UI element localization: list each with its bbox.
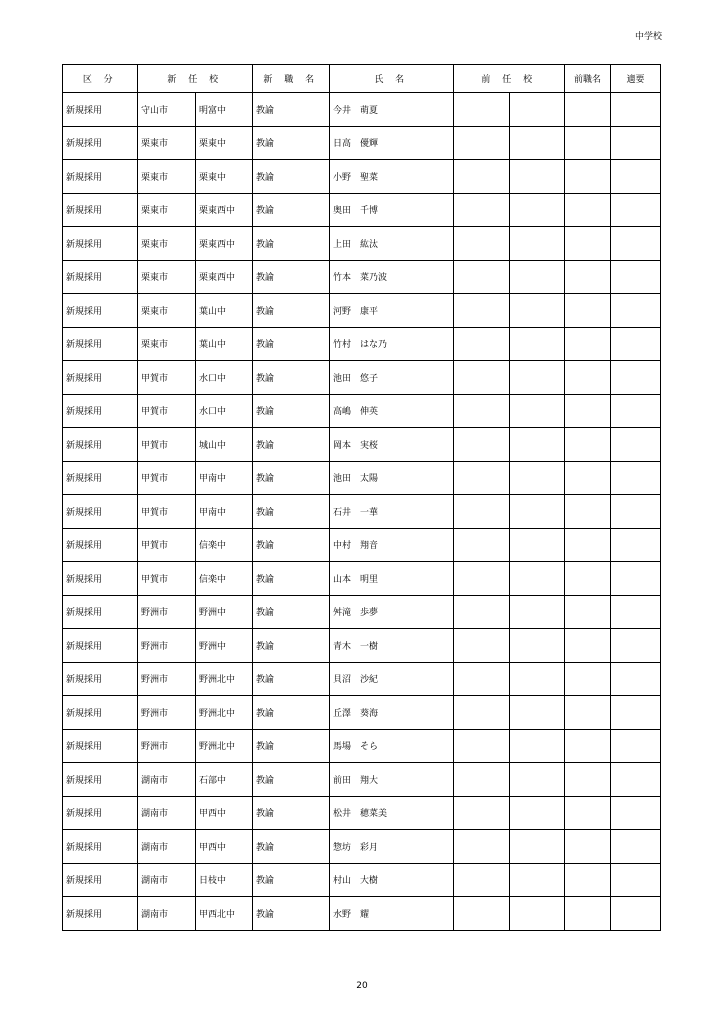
cell-new-city: 甲賀市	[138, 361, 196, 395]
cell-new-school: 甲西中	[196, 796, 253, 830]
table-row	[63, 294, 661, 328]
cell-prev-position	[565, 763, 611, 797]
cell-prev-position	[565, 662, 611, 696]
cell-new-position: 教諭	[253, 260, 330, 294]
table-row	[63, 394, 661, 428]
cell-new-city: 守山市	[138, 93, 196, 127]
cell-new-city: 甲賀市	[138, 461, 196, 495]
cell-name: 竹本 菜乃波	[330, 260, 454, 294]
cell-prev-position	[565, 93, 611, 127]
table-row	[63, 897, 661, 931]
header-new-school: 新 任 校	[138, 65, 253, 93]
cell-new-city: 甲賀市	[138, 394, 196, 428]
table-row	[63, 327, 661, 361]
cell-new-school: 野洲北中	[196, 729, 253, 763]
cell-new-school: 栗東中	[196, 160, 253, 194]
cell-kubun: 新規採用	[63, 227, 138, 261]
cell-new-school: 水口中	[196, 361, 253, 395]
cell-name: 上田 紘汰	[330, 227, 454, 261]
cell-prev-school	[510, 662, 565, 696]
cell-new-school: 野洲北中	[196, 696, 253, 730]
cell-prev-school	[510, 227, 565, 261]
cell-prev-city	[454, 327, 510, 361]
cell-kubun: 新規採用	[63, 495, 138, 529]
cell-new-position: 教諭	[253, 796, 330, 830]
cell-new-position: 教諭	[253, 696, 330, 730]
table-row	[63, 729, 661, 763]
cell-new-position: 教諭	[253, 763, 330, 797]
cell-new-city: 栗東市	[138, 294, 196, 328]
table-row	[63, 595, 661, 629]
cell-kubun: 新規採用	[63, 562, 138, 596]
cell-prev-position	[565, 327, 611, 361]
cell-new-city: 甲賀市	[138, 528, 196, 562]
table-row	[63, 528, 661, 562]
cell-new-school: 野洲中	[196, 629, 253, 663]
cell-notes	[611, 796, 661, 830]
cell-new-position: 教諭	[253, 863, 330, 897]
cell-name: 竹村 はな乃	[330, 327, 454, 361]
cell-prev-city	[454, 160, 510, 194]
cell-prev-school	[510, 763, 565, 797]
cell-new-position: 教諭	[253, 394, 330, 428]
cell-new-city: 湖南市	[138, 830, 196, 864]
cell-prev-school	[510, 394, 565, 428]
cell-prev-city	[454, 897, 510, 931]
cell-new-position: 教諭	[253, 629, 330, 663]
cell-name: 貝沼 沙紀	[330, 662, 454, 696]
cell-new-position: 教諭	[253, 327, 330, 361]
cell-prev-city	[454, 629, 510, 663]
cell-new-position: 教諭	[253, 662, 330, 696]
cell-new-school: 野洲北中	[196, 662, 253, 696]
cell-new-school: 甲西中	[196, 830, 253, 864]
cell-prev-position	[565, 461, 611, 495]
cell-kubun: 新規採用	[63, 863, 138, 897]
cell-prev-school	[510, 160, 565, 194]
cell-prev-city	[454, 595, 510, 629]
cell-prev-city	[454, 126, 510, 160]
cell-notes	[611, 595, 661, 629]
cell-new-city: 野洲市	[138, 595, 196, 629]
cell-kubun: 新規採用	[63, 294, 138, 328]
cell-name: 松井 穂菜美	[330, 796, 454, 830]
cell-kubun: 新規採用	[63, 260, 138, 294]
cell-new-position: 教諭	[253, 93, 330, 127]
cell-new-position: 教諭	[253, 126, 330, 160]
cell-notes	[611, 662, 661, 696]
cell-prev-school	[510, 294, 565, 328]
cell-name: 奥田 千博	[330, 193, 454, 227]
cell-new-position: 教諭	[253, 160, 330, 194]
cell-kubun: 新規採用	[63, 428, 138, 462]
cell-new-position: 教諭	[253, 729, 330, 763]
cell-new-position: 教諭	[253, 294, 330, 328]
cell-prev-city	[454, 796, 510, 830]
cell-new-city: 湖南市	[138, 796, 196, 830]
cell-kubun: 新規採用	[63, 528, 138, 562]
cell-new-position: 教諭	[253, 461, 330, 495]
cell-notes	[611, 394, 661, 428]
cell-notes	[611, 160, 661, 194]
page-number: 20	[356, 981, 368, 991]
cell-new-city: 湖南市	[138, 763, 196, 797]
cell-prev-school	[510, 863, 565, 897]
cell-kubun: 新規採用	[63, 763, 138, 797]
cell-prev-school	[510, 428, 565, 462]
cell-prev-school	[510, 729, 565, 763]
cell-prev-city	[454, 729, 510, 763]
cell-notes	[611, 562, 661, 596]
cell-new-city: 野洲市	[138, 729, 196, 763]
cell-notes	[611, 629, 661, 663]
cell-prev-position	[565, 796, 611, 830]
cell-new-school: 葉山中	[196, 294, 253, 328]
header-new-position: 新 職 名	[253, 65, 330, 93]
cell-notes	[611, 696, 661, 730]
cell-notes	[611, 495, 661, 529]
cell-kubun: 新規採用	[63, 662, 138, 696]
cell-new-school: 水口中	[196, 394, 253, 428]
cell-kubun: 新規採用	[63, 696, 138, 730]
cell-kubun: 新規採用	[63, 93, 138, 127]
cell-prev-school	[510, 126, 565, 160]
cell-name: 中村 翔音	[330, 528, 454, 562]
cell-prev-school	[510, 495, 565, 529]
table-row	[63, 662, 661, 696]
cell-prev-position	[565, 260, 611, 294]
header-notes: 適要	[611, 65, 661, 93]
cell-kubun: 新規採用	[63, 461, 138, 495]
cell-prev-city	[454, 227, 510, 261]
cell-new-city: 栗東市	[138, 260, 196, 294]
table-row	[63, 227, 661, 261]
cell-prev-position	[565, 495, 611, 529]
cell-prev-position	[565, 428, 611, 462]
cell-prev-city	[454, 696, 510, 730]
cell-notes	[611, 193, 661, 227]
cell-name: 河野 康平	[330, 294, 454, 328]
cell-new-school: 栗東中	[196, 126, 253, 160]
cell-notes	[611, 327, 661, 361]
table-row	[63, 428, 661, 462]
cell-new-position: 教諭	[253, 428, 330, 462]
cell-prev-city	[454, 495, 510, 529]
cell-new-school: 城山中	[196, 428, 253, 462]
cell-new-position: 教諭	[253, 897, 330, 931]
cell-name: 山本 明里	[330, 562, 454, 596]
cell-prev-school	[510, 461, 565, 495]
table-row	[63, 260, 661, 294]
header-prev-school: 前 任 校	[454, 65, 565, 93]
cell-new-school: 信楽中	[196, 528, 253, 562]
cell-new-position: 教諭	[253, 528, 330, 562]
cell-name: 青木 一樹	[330, 629, 454, 663]
cell-new-school: 明富中	[196, 93, 253, 127]
cell-prev-position	[565, 227, 611, 261]
cell-prev-city	[454, 428, 510, 462]
cell-prev-school	[510, 629, 565, 663]
cell-new-school: 栗東西中	[196, 193, 253, 227]
table-body	[63, 93, 661, 931]
cell-notes	[611, 294, 661, 328]
cell-new-position: 教諭	[253, 227, 330, 261]
cell-prev-school	[510, 696, 565, 730]
cell-new-school: 石部中	[196, 763, 253, 797]
table-row	[63, 361, 661, 395]
table-row	[63, 93, 661, 127]
cell-notes	[611, 428, 661, 462]
cell-new-city: 湖南市	[138, 863, 196, 897]
cell-new-school: 甲西北中	[196, 897, 253, 931]
cell-notes	[611, 361, 661, 395]
cell-prev-school	[510, 830, 565, 864]
cell-new-city: 栗東市	[138, 193, 196, 227]
cell-new-city: 栗東市	[138, 126, 196, 160]
cell-name: 岡本 実桜	[330, 428, 454, 462]
cell-prev-position	[565, 696, 611, 730]
cell-prev-school	[510, 528, 565, 562]
personnel-table	[62, 64, 661, 931]
category-label: 中学校	[634, 32, 662, 42]
cell-new-position: 教諭	[253, 361, 330, 395]
cell-notes	[611, 763, 661, 797]
cell-prev-position	[565, 562, 611, 596]
cell-prev-school	[510, 796, 565, 830]
cell-new-city: 栗東市	[138, 160, 196, 194]
cell-prev-city	[454, 394, 510, 428]
cell-new-school: 信楽中	[196, 562, 253, 596]
cell-prev-school	[510, 93, 565, 127]
table-header-row	[63, 65, 661, 93]
cell-new-city: 野洲市	[138, 696, 196, 730]
cell-prev-city	[454, 361, 510, 395]
cell-prev-city	[454, 93, 510, 127]
cell-notes	[611, 830, 661, 864]
cell-prev-city	[454, 461, 510, 495]
cell-prev-city	[454, 763, 510, 797]
cell-prev-school	[510, 595, 565, 629]
cell-kubun: 新規採用	[63, 729, 138, 763]
cell-name: 今井 萌夏	[330, 93, 454, 127]
cell-new-position: 教諭	[253, 562, 330, 596]
cell-notes	[611, 260, 661, 294]
cell-name: 高嶋 伸英	[330, 394, 454, 428]
cell-name: 池田 太陽	[330, 461, 454, 495]
header-prev-position: 前職名	[565, 65, 611, 93]
cell-prev-city	[454, 528, 510, 562]
cell-notes	[611, 227, 661, 261]
cell-new-city: 甲賀市	[138, 495, 196, 529]
cell-prev-city	[454, 863, 510, 897]
table-row	[63, 696, 661, 730]
cell-prev-position	[565, 193, 611, 227]
cell-prev-school	[510, 327, 565, 361]
cell-prev-school	[510, 562, 565, 596]
table-row	[63, 126, 661, 160]
table-row	[63, 193, 661, 227]
cell-notes	[611, 863, 661, 897]
cell-prev-school	[510, 193, 565, 227]
cell-name: 日高 優輝	[330, 126, 454, 160]
cell-new-city: 甲賀市	[138, 428, 196, 462]
cell-kubun: 新規採用	[63, 126, 138, 160]
table-row	[63, 461, 661, 495]
cell-notes	[611, 897, 661, 931]
cell-notes	[611, 528, 661, 562]
cell-notes	[611, 729, 661, 763]
cell-prev-school	[510, 260, 565, 294]
cell-new-school: 甲南中	[196, 461, 253, 495]
cell-kubun: 新規採用	[63, 327, 138, 361]
cell-kubun: 新規採用	[63, 897, 138, 931]
cell-name: 馬場 そら	[330, 729, 454, 763]
cell-prev-position	[565, 897, 611, 931]
cell-new-school: 栗東西中	[196, 227, 253, 261]
cell-prev-city	[454, 662, 510, 696]
table-row	[63, 562, 661, 596]
table-row	[63, 495, 661, 529]
cell-new-school: 栗東西中	[196, 260, 253, 294]
cell-prev-school	[510, 361, 565, 395]
cell-new-city: 野洲市	[138, 629, 196, 663]
cell-new-position: 教諭	[253, 830, 330, 864]
cell-notes	[611, 126, 661, 160]
cell-new-position: 教諭	[253, 193, 330, 227]
header-name: 氏 名	[330, 65, 454, 93]
cell-kubun: 新規採用	[63, 193, 138, 227]
cell-prev-city	[454, 830, 510, 864]
cell-prev-position	[565, 595, 611, 629]
cell-new-city: 甲賀市	[138, 562, 196, 596]
cell-new-city: 栗東市	[138, 227, 196, 261]
cell-kubun: 新規採用	[63, 595, 138, 629]
cell-notes	[611, 461, 661, 495]
table-row	[63, 763, 661, 797]
table-row	[63, 629, 661, 663]
cell-kubun: 新規採用	[63, 394, 138, 428]
cell-prev-position	[565, 294, 611, 328]
cell-new-city: 野洲市	[138, 662, 196, 696]
table-row	[63, 830, 661, 864]
cell-name: 水野 耀	[330, 897, 454, 931]
header-kubun: 区 分	[63, 65, 138, 93]
table-row	[63, 796, 661, 830]
cell-prev-city	[454, 562, 510, 596]
cell-prev-city	[454, 193, 510, 227]
cell-prev-position	[565, 863, 611, 897]
cell-name: 小野 聖菜	[330, 160, 454, 194]
cell-new-city: 湖南市	[138, 897, 196, 931]
cell-name: 舛滝 歩夢	[330, 595, 454, 629]
cell-new-school: 野洲中	[196, 595, 253, 629]
cell-new-city: 栗東市	[138, 327, 196, 361]
cell-name: 丘澤 葵海	[330, 696, 454, 730]
cell-name: 前田 翔大	[330, 763, 454, 797]
cell-prev-position	[565, 361, 611, 395]
cell-new-position: 教諭	[253, 495, 330, 529]
cell-new-school: 甲南中	[196, 495, 253, 529]
cell-kubun: 新規採用	[63, 160, 138, 194]
cell-prev-position	[565, 160, 611, 194]
cell-kubun: 新規採用	[63, 629, 138, 663]
cell-prev-position	[565, 629, 611, 663]
cell-prev-city	[454, 260, 510, 294]
cell-name: 惣坊 彩月	[330, 830, 454, 864]
cell-name: 池田 悠子	[330, 361, 454, 395]
cell-kubun: 新規採用	[63, 830, 138, 864]
cell-name: 村山 大樹	[330, 863, 454, 897]
cell-kubun: 新規採用	[63, 361, 138, 395]
cell-prev-position	[565, 729, 611, 763]
table-row	[63, 160, 661, 194]
cell-new-school: 葉山中	[196, 327, 253, 361]
cell-prev-position	[565, 126, 611, 160]
cell-prev-school	[510, 897, 565, 931]
table-row	[63, 863, 661, 897]
cell-notes	[611, 93, 661, 127]
cell-new-school: 日枝中	[196, 863, 253, 897]
cell-prev-city	[454, 294, 510, 328]
cell-kubun: 新規採用	[63, 796, 138, 830]
cell-name: 石井 一華	[330, 495, 454, 529]
cell-new-position: 教諭	[253, 595, 330, 629]
cell-prev-position	[565, 830, 611, 864]
cell-prev-position	[565, 394, 611, 428]
cell-prev-position	[565, 528, 611, 562]
